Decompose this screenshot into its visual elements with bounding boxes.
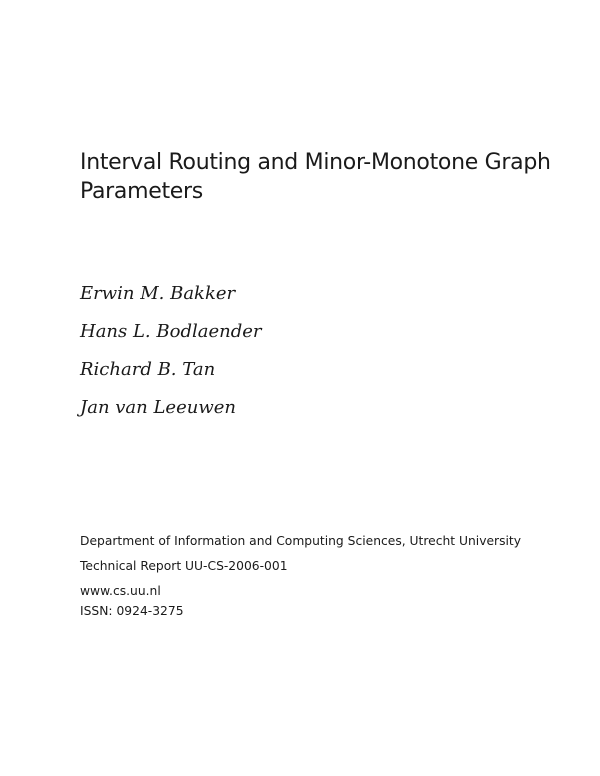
author-name: Richard B. Tan bbox=[80, 359, 216, 380]
report-number: Technical Report UU-CS-2006-001 bbox=[80, 559, 288, 573]
report-title bbox=[80, 148, 550, 206]
author-name: Hans L. Bodlaender bbox=[80, 321, 262, 342]
report-info bbox=[80, 533, 521, 620]
author-name: Erwin M. Bakker bbox=[80, 283, 236, 304]
report-title-line-2: Parameters bbox=[80, 179, 203, 204]
report-title-line-1: Interval Routing and Minor-Monotone Graph bbox=[80, 150, 551, 175]
website-link[interactable]: www.cs.uu.nl bbox=[80, 584, 161, 598]
issn-number: ISSN: 0924-3275 bbox=[80, 604, 184, 618]
department-line: Department of Information and Computing Sciences, Utrecht University bbox=[80, 534, 522, 548]
author-list bbox=[80, 282, 261, 434]
author-name: Jan van Leeuwen bbox=[80, 397, 236, 418]
